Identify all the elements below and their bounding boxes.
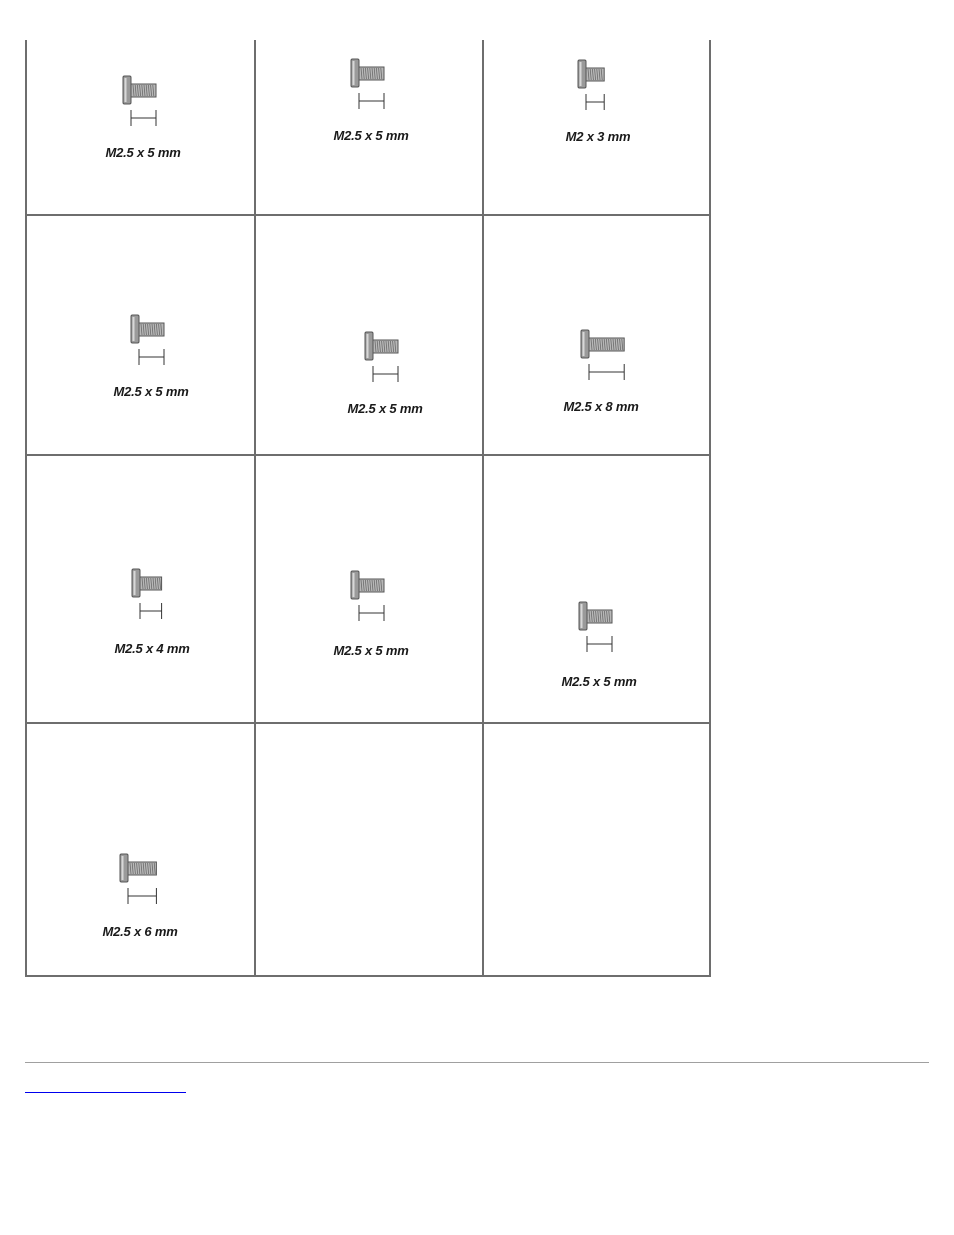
screw-head-highlight — [367, 334, 369, 358]
screw-head — [579, 602, 587, 630]
screw-head — [351, 571, 359, 599]
screw-icon — [93, 74, 193, 134]
row-divider — [27, 454, 709, 456]
screw-size-label: M2.5 x 5 mm — [333, 128, 409, 143]
screw-cell — [93, 74, 193, 174]
screw-head-highlight — [133, 317, 135, 341]
screw-shank — [587, 610, 612, 623]
screw-shank — [373, 340, 398, 353]
screw-head-highlight — [581, 604, 583, 628]
screw-head-highlight — [353, 61, 355, 85]
screw-cell — [321, 57, 421, 157]
screw-size-label: M2.5 x 8 mm — [563, 399, 639, 414]
row-divider — [27, 214, 709, 216]
screw-icon — [335, 330, 435, 390]
screw-shank — [359, 579, 384, 592]
screw-icon — [549, 600, 649, 660]
screw-icon — [321, 569, 421, 629]
screw-head-highlight — [122, 856, 124, 880]
screw-cell — [335, 330, 435, 430]
screw-head-highlight — [134, 571, 136, 595]
screw-head — [365, 332, 373, 360]
screw-size-label: M2 x 3 mm — [565, 129, 631, 144]
screw-size-label: M2.5 x 5 mm — [333, 643, 409, 658]
screw-size-label: M2.5 x 5 mm — [561, 674, 637, 689]
screw-cell — [548, 58, 648, 158]
screw-size-label: M2.5 x 5 mm — [347, 401, 423, 416]
screw-icon — [548, 58, 648, 118]
row-divider — [27, 722, 709, 724]
screw-shank — [359, 67, 384, 80]
screw-head-highlight — [580, 62, 582, 86]
screw-icon — [102, 567, 202, 627]
screw-icon — [321, 57, 421, 117]
screw-head — [132, 569, 140, 597]
back-to-contents-link[interactable] — [25, 1076, 186, 1093]
screw-shank — [139, 323, 164, 336]
screw-head — [578, 60, 586, 88]
screw-head — [351, 59, 359, 87]
screw-head — [120, 854, 128, 882]
screw-shank — [131, 84, 156, 97]
screw-icon — [90, 852, 190, 912]
screw-cell — [101, 313, 201, 413]
column-divider — [254, 40, 256, 975]
screw-cell — [549, 600, 649, 700]
screw-head-highlight — [353, 573, 355, 597]
screw-head — [581, 330, 589, 358]
screw-head — [123, 76, 131, 104]
screw-table — [25, 40, 711, 977]
screw-head — [131, 315, 139, 343]
screw-head-highlight — [583, 332, 585, 356]
screw-size-label: M2.5 x 6 mm — [102, 924, 178, 939]
screw-cell — [551, 328, 651, 428]
screw-icon — [551, 328, 651, 388]
screw-icon — [101, 313, 201, 373]
screw-cell — [90, 852, 190, 952]
screw-cell — [321, 569, 421, 669]
footer-divider — [25, 1062, 929, 1063]
screw-size-label: M2.5 x 5 mm — [113, 384, 189, 399]
screw-head-highlight — [125, 78, 127, 102]
screw-cell — [102, 567, 202, 667]
screw-size-label: M2.5 x 4 mm — [114, 641, 190, 656]
screw-size-label: M2.5 x 5 mm — [105, 145, 181, 160]
column-divider — [482, 40, 484, 975]
